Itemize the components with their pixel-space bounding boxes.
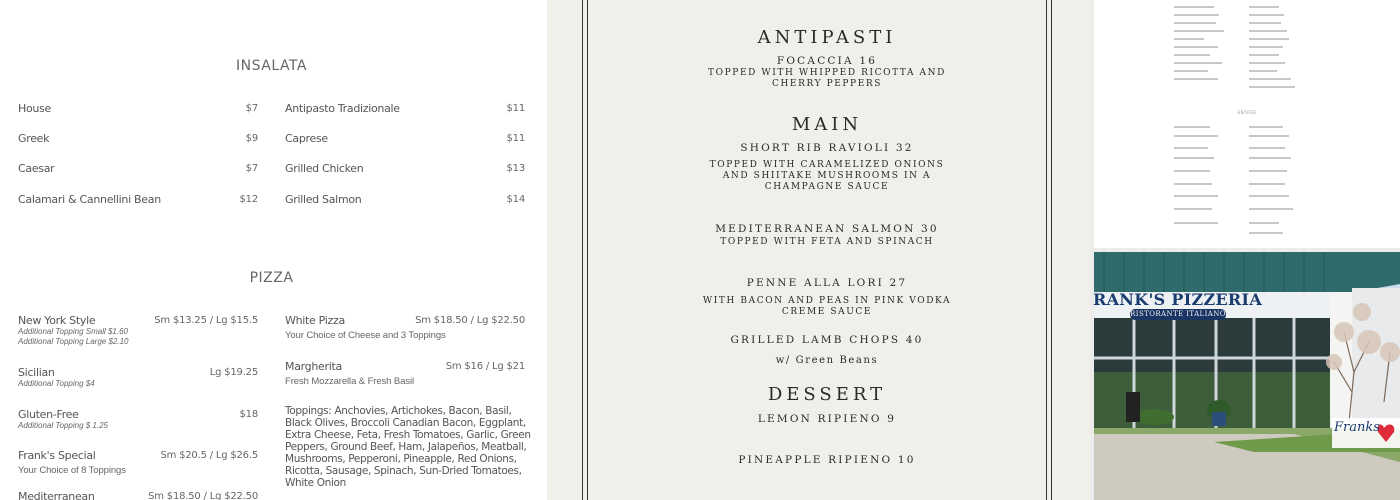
item-price: $14	[506, 194, 525, 205]
menu-item	[18, 102, 258, 115]
item-desc: Fresh Mozzarella & Fresh Basil	[285, 376, 414, 387]
thumb-line	[1174, 14, 1219, 16]
menu-item	[18, 132, 258, 145]
menu-item	[285, 162, 525, 175]
thumb-line	[1249, 147, 1285, 149]
item-name: Mediterranean	[18, 490, 95, 500]
item-name: White Pizza	[285, 314, 345, 327]
item-desc: Your Choice of 8 Toppings	[18, 465, 126, 476]
main-item-desc: w/ Green Beans	[775, 355, 879, 366]
main-item: SHORT RIB RAVIOLI 32	[740, 142, 914, 154]
item-price: $13	[506, 163, 525, 174]
item-price: Sm $16 / Lg $21	[445, 361, 525, 372]
item-price: Sm $20.5 / Lg $26.5	[160, 450, 258, 461]
main-item: GRILLED LAMB CHOPS 40	[730, 334, 924, 346]
thumb-line	[1174, 30, 1224, 32]
thumb-line	[1174, 183, 1212, 185]
insalata-title: INSALATA	[236, 58, 307, 74]
dessert-heading: DESSERT	[767, 384, 887, 405]
menu-item	[18, 366, 258, 389]
item-name: New York Style	[18, 314, 96, 327]
thumb-line	[1249, 70, 1277, 72]
item-name: Grilled Salmon	[285, 193, 362, 206]
dessert-item: LEMON RIPIENO 9	[757, 413, 897, 425]
item-name: Sicilian	[18, 366, 55, 379]
thumb-section-label: ENTRÉE	[1237, 110, 1257, 115]
thumb-line	[1249, 232, 1283, 234]
thumb-line	[1249, 157, 1291, 159]
thumb-line	[1174, 78, 1218, 80]
item-price: $11	[506, 133, 525, 144]
thumb-line	[1174, 22, 1216, 24]
thumb-line	[1249, 78, 1291, 80]
thumb-line	[1249, 14, 1284, 16]
thumb-line	[1174, 46, 1218, 48]
main-item-desc: TOPPED WITH FETA AND SPINACH	[720, 237, 934, 247]
thumb-line	[1174, 126, 1210, 128]
item-name: Gluten-Free	[18, 408, 79, 421]
thumb-line	[1249, 183, 1285, 185]
antipasti-desc: CHERRY PEPPERS	[771, 79, 883, 89]
item-price: Sm $18.50 / Lg $22.50	[415, 315, 525, 326]
menu-thumbnail	[1094, 0, 1400, 248]
item-price: Lg $19.25	[209, 367, 258, 378]
item-note: Additional Topping Large $2.10	[18, 337, 129, 346]
thumb-line	[1174, 6, 1214, 8]
franks-logo: Franks	[1334, 420, 1380, 435]
main-item-desc: WITH BACON AND PEAS IN PINK VODKA	[702, 296, 952, 306]
main-item-desc: CHAMPAGNE SAUCE	[764, 182, 890, 192]
thumb-line	[1249, 22, 1281, 24]
antipasti-item: FOCACCIA 16	[776, 55, 878, 67]
main-item-desc: TOPPED WITH CARAMELIZED ONIONS	[709, 160, 945, 170]
thumb-line	[1174, 62, 1222, 64]
thumb-line	[1174, 157, 1214, 159]
storefront-sign: RANK'S PIZZERIA	[1093, 290, 1263, 309]
thumb-line	[1249, 135, 1289, 137]
thumb-line	[1249, 54, 1279, 56]
thumb-line	[1174, 135, 1218, 137]
main-heading: MAIN	[791, 114, 863, 135]
thumb-line	[1249, 6, 1279, 8]
item-name: Grilled Chicken	[285, 162, 364, 175]
thumb-line	[1174, 208, 1212, 210]
thumb-line	[1249, 195, 1289, 197]
thumb-line	[1174, 222, 1218, 224]
thumb-line	[1249, 46, 1283, 48]
item-name: Frank's Special	[18, 449, 96, 462]
item-name: House	[18, 102, 51, 115]
menu-panel-left	[0, 0, 547, 500]
thumb-line	[1174, 170, 1210, 172]
menu-item	[18, 408, 258, 431]
main-item-desc: CREME SAUCE	[781, 307, 873, 317]
thumb-line	[1174, 70, 1208, 72]
thumb-line	[1249, 170, 1287, 172]
menu-item	[285, 102, 525, 115]
menu-item	[18, 314, 258, 347]
thumb-line	[1174, 147, 1208, 149]
item-name: Caesar	[18, 162, 55, 175]
item-price: $7	[245, 103, 258, 114]
item-name: Calamari & Cannellini Bean	[18, 193, 161, 206]
main-item: MEDITERRANEAN SALMON 30	[715, 223, 939, 235]
thumb-line	[1249, 62, 1285, 64]
item-name: Margherita	[285, 360, 342, 373]
menu-item	[18, 193, 258, 206]
menu-item	[285, 360, 525, 387]
menu-item	[285, 314, 525, 341]
antipasti-heading: ANTIPASTI	[757, 27, 897, 48]
thumb-line	[1249, 86, 1295, 88]
item-price: $12	[239, 194, 258, 205]
antipasti-desc: TOPPED WITH WHIPPED RICOTTA AND	[708, 68, 946, 78]
thumb-line	[1174, 38, 1204, 40]
item-price: $7	[245, 163, 258, 174]
specials-menu-panel	[547, 0, 1090, 500]
menu-item	[285, 193, 525, 206]
item-price: Sm $18.50 / Lg $22.50	[148, 491, 258, 500]
item-note: Additional Topping Small $1.60	[18, 327, 129, 336]
menu-item	[18, 162, 258, 175]
menu-item	[18, 490, 258, 500]
item-note: Additional Topping $ 1.25	[18, 421, 108, 430]
pizza-title: PIZZA	[249, 270, 294, 286]
item-name: Greek	[18, 132, 50, 145]
main-item: PENNE ALLA LORI 27	[746, 277, 908, 289]
item-name: Caprese	[285, 132, 328, 145]
thumb-line	[1249, 38, 1289, 40]
toppings-list: Toppings: Anchovies, Artichokes, Bacon, Basil, Black Olives, Broccoli Canadian Bacon, Eggplant, Extra Cheese, Feta, Fresh Tomatoes, Garlic, Green Peppers, Ground Beef, Ham, Jalapeños, Meatball, Mushrooms, Pepperoni, Pineapple, Red Onions, Ricotta, Sausage, Spinach, Sun-Dried Tomatoes, White Onion	[285, 405, 531, 489]
thumb-line	[1174, 195, 1218, 197]
thumb-line	[1249, 208, 1293, 210]
thumb-line	[1249, 126, 1283, 128]
item-price: $11	[506, 103, 525, 114]
menu-item	[18, 449, 258, 476]
item-desc: Your Choice of Cheese and 3 Toppings	[285, 330, 446, 341]
menu-item	[285, 132, 525, 145]
item-note: Additional Topping $4	[18, 379, 95, 388]
main-item-desc: AND SHIITAKE MUSHROOMS IN A	[722, 171, 932, 181]
storefront-subsign: RISTORANTE ITALIANO	[1130, 310, 1226, 318]
item-price: $18	[239, 409, 258, 420]
item-price: $9	[245, 133, 258, 144]
thumb-line	[1174, 54, 1210, 56]
item-name: Antipasto Tradizionale	[285, 102, 400, 115]
thumb-line	[1249, 30, 1287, 32]
dessert-item: PINEAPPLE RIPIENO 10	[738, 454, 916, 466]
thumb-line	[1249, 222, 1279, 224]
item-price: Sm $13.25 / Lg $15.5	[154, 315, 258, 326]
